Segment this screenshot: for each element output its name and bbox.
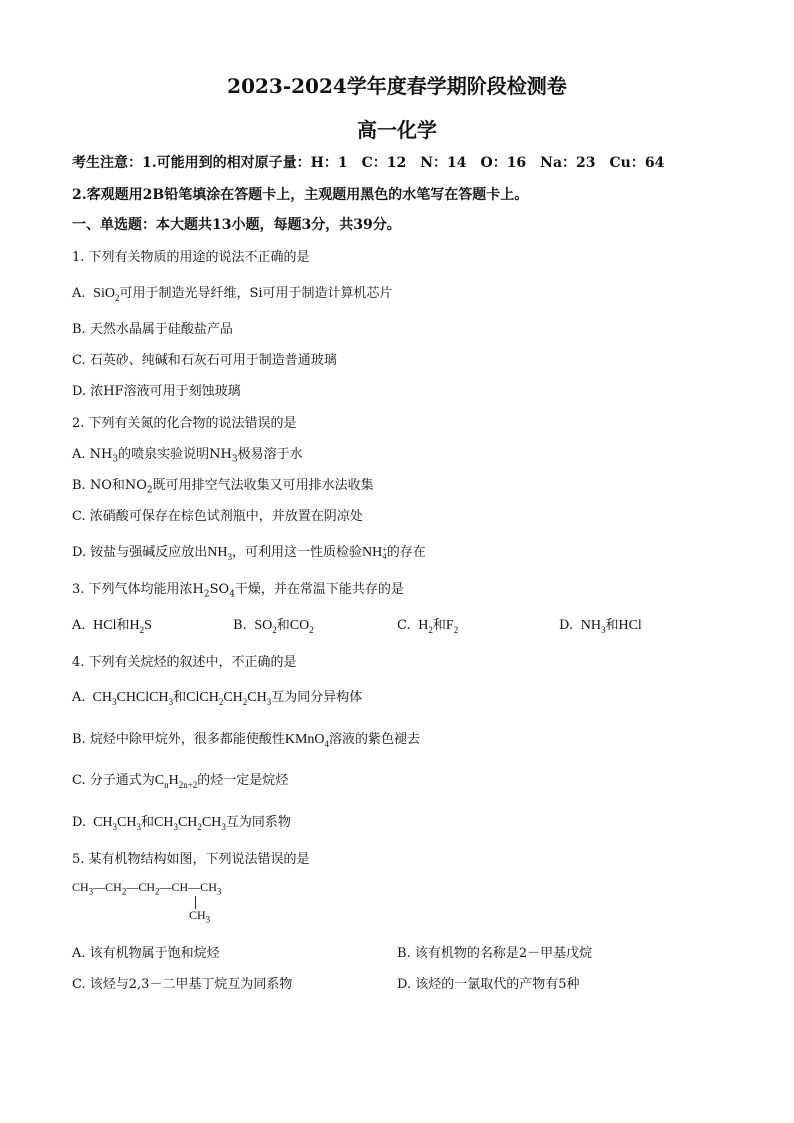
q4-a-formula: $CH_3CHClCH_3$ [85, 690, 174, 707]
q2-d-pre: D. 铵盐与强碱反应放出 [72, 545, 208, 560]
q1-a-label: A. [72, 286, 86, 301]
q2-d-mid: ，可利用这一性质检验 [231, 545, 362, 560]
q3-option-c [397, 614, 458, 635]
q4-a-end: 互为同分异构体 [271, 690, 363, 705]
q1-option-b: B. 天然水晶属于硅酸盐产品 [72, 322, 233, 337]
q3-a-and: 和 [116, 618, 130, 633]
q3-c-and: 和 [432, 618, 446, 633]
q3-b-formula: $SO_2$ [250, 618, 277, 635]
note-label: 考生注意：1.可能用到的相对原子量： [72, 155, 311, 171]
q3-d-formula: $NH_3$ [577, 618, 606, 635]
q3-a-formula2: $H_2S$ [129, 618, 152, 635]
q4-d-end: 互为同系物 [225, 815, 291, 830]
q5-option-c: C. 该烃与2,3－二甲基丁烷互为同系物 [72, 977, 293, 992]
q4-b-formula: KMnO$_4$ [284, 732, 329, 749]
q3-b-label: B. [233, 618, 247, 633]
q5-option-a: A. 该有机物属于饱和烷烃 [72, 946, 220, 961]
q3-a-formula: HCl [89, 618, 117, 633]
q2-option-a [72, 443, 303, 465]
q3-c-formula: $H_2$ [414, 618, 433, 635]
q4-a-formula2: $ClCH_2CH_2CH_3$ [186, 690, 272, 707]
q2-b-pre: B. NO和NO [72, 478, 147, 493]
q4-b-end: 溶液的紫色褪去 [329, 732, 421, 747]
q4-c-end: 的烃一定是烷烃 [197, 773, 289, 788]
q1-stem: 1. 下列有关物质的用途的说法不正确的是 [72, 250, 310, 265]
q4-c-pre: C. 分子通式为 [72, 773, 155, 788]
q2-b-end: 既可用排空气法收集又可用排水法收集 [152, 478, 374, 493]
q3-option-d [559, 614, 642, 635]
q1-option-d: D. 浓HF溶液可用于刻蚀玻璃 [72, 384, 241, 399]
q5-option-d: D. 该烃的一氯取代的产物有5种 [397, 977, 580, 992]
q2-stem: 2. 下列有关氮的化合物的说法错误的是 [72, 416, 297, 431]
q1-option-c: C. 石英砂、纯碱和石灰石可用于制造普通玻璃 [72, 353, 337, 368]
q4-c-formula: $C_nH_{2n+2}$ [154, 773, 198, 790]
q3-stem: 3. 下列气体均能用浓$H_2SO_4$干燥，并在常温下能共存的是 [72, 582, 404, 600]
note-line-2: 2.客观题用2B铅笔填涂在答题卡上，主观题用黑色的水笔写在答题卡上。 [72, 187, 529, 203]
q3-stem-end: 干燥，并在常温下能共存的是 [234, 582, 404, 597]
q1-a-text: 可用于制造光导纤维，Si可用于制造计算机芯片 [119, 286, 393, 301]
q4-option-a: A. $CH_3CHClCH_3$和$ClCH_2CH_2CH_3$互为同分异构体 [72, 690, 363, 707]
q2-d-nh4: NH+ 4 [361, 544, 387, 561]
exam-title: 2023-2024学年度春学期阶段检测卷 [227, 74, 567, 98]
q4-option-b [72, 728, 420, 749]
q3-option-b [233, 614, 314, 635]
q2-option-c: C. 浓硝酸可保存在棕色试剂瓶中，并放置在阴凉处 [72, 509, 363, 524]
atomic-masses: H：1 C：12 N：14 O：16 Na：23 Cu：64 [310, 155, 665, 171]
q1-a-formula: SiO$_2$ [89, 286, 120, 303]
q2-d-nh3: $NH_3$ [207, 545, 232, 562]
q4-b-pre: B. 烷烃中除甲烷外，很多都能使酸性 [72, 732, 285, 747]
q2-a-label: A. $NH_3$ [72, 447, 119, 465]
q1-option-a [72, 282, 393, 303]
q2-a-end: 极易溶于水 [237, 447, 303, 462]
q4-stem: 4. 下列有关烷烃的叙述中，不正确的是 [72, 655, 297, 670]
q3-stem-mid: SO [209, 582, 230, 597]
subject-title: 高一化学 [357, 118, 437, 142]
q3-c-label: C. [397, 618, 411, 633]
q2-a-text: 的喷泉实验说明 [118, 447, 210, 462]
q3-option-a [72, 614, 152, 635]
q5-structure-formula: $CH_3—CH_2—CH_2—CH—CH_3$ [72, 880, 222, 897]
q3-b-and: 和 [276, 618, 290, 633]
q4-option-c [72, 769, 288, 790]
section-heading: 一、单选题：本大题共13小题，每题3分，共39分。 [72, 217, 401, 233]
q3-d-formula2: HCl [618, 618, 642, 633]
q4-d-formula: $CH_3CH_3$ [86, 815, 141, 832]
q5-stem: 5. 某有机物结构如图，下列说法错误的是 [72, 852, 310, 867]
q4-d-formula2: $CH_3CH_2CH_3$ [154, 815, 226, 832]
q4-option-d: D. $CH_3CH_3$和$CH_3CH_2CH_3$互为同系物 [72, 815, 291, 832]
q2-option-d [72, 541, 426, 562]
q3-stem-pre: 3. 下列气体均能用浓H [72, 582, 204, 597]
note-line-1 [72, 152, 664, 172]
q2-a-formula: $NH_3$ [209, 447, 238, 465]
q2-d-end: 的存在 [386, 545, 426, 560]
q3-b-formula2: $CO_2$ [289, 618, 314, 635]
q3-a-label: A. [72, 618, 86, 633]
q3-d-label: D. [559, 618, 574, 633]
q5-structure-branch: $CH_3$ [189, 908, 211, 925]
q3-c-formula2: $F_2$ [445, 618, 459, 635]
q3-d-and: 和 [605, 618, 619, 633]
q5-option-b: B. 该有机物的名称是2－甲基戊烷 [397, 946, 593, 961]
q2-option-b: B. NO和$NO_2$既可用排空气法收集又可用排水法收集 [72, 478, 374, 496]
